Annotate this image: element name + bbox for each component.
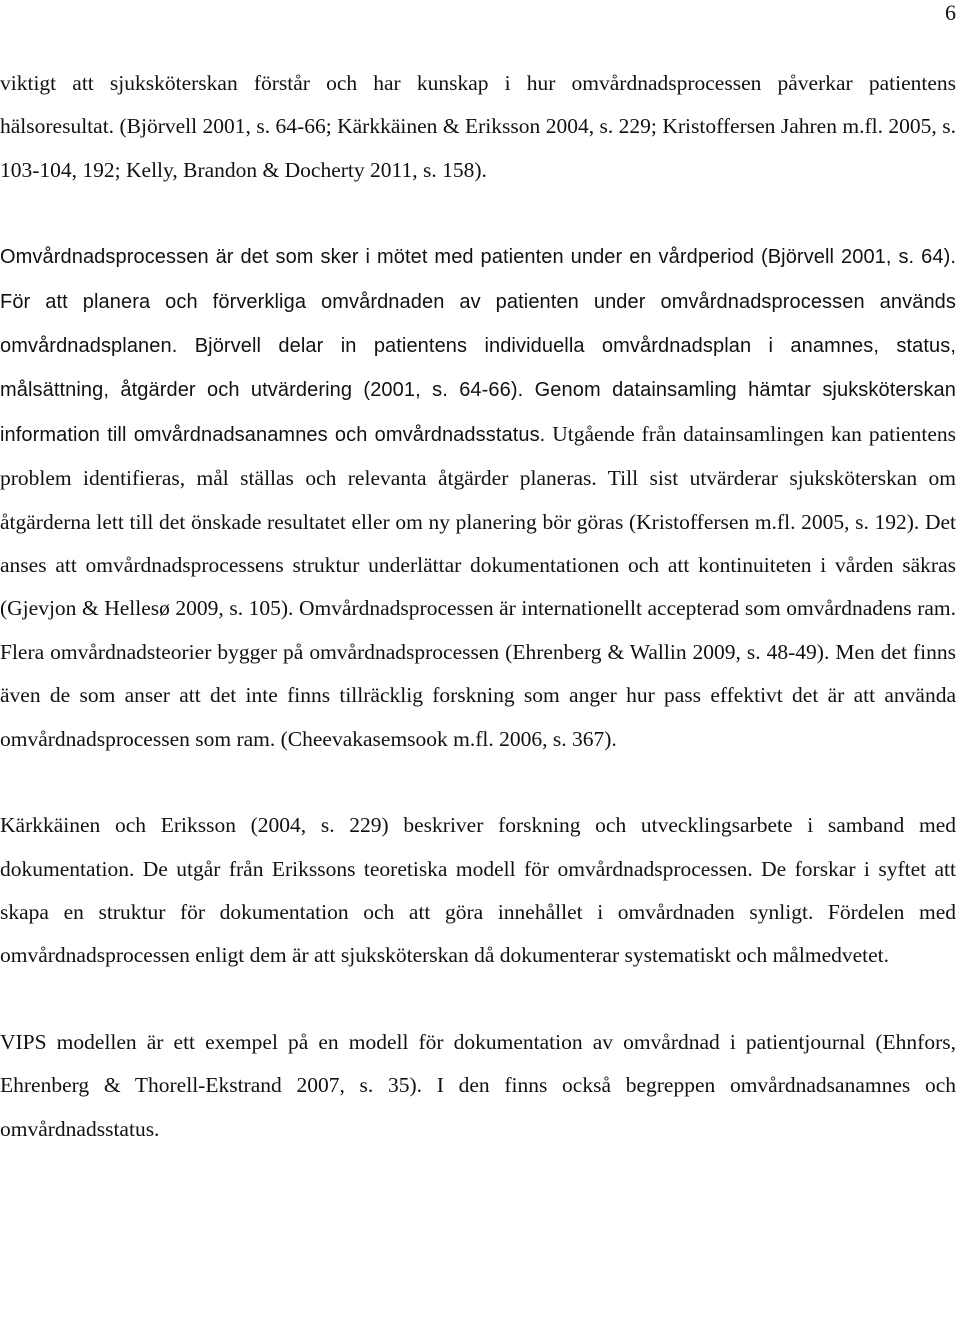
paragraph-2 bbox=[0, 235, 956, 761]
document-body bbox=[0, 62, 956, 1151]
paragraph-3 bbox=[0, 804, 956, 978]
paragraph-4 bbox=[0, 1021, 956, 1151]
paragraph-3-text: Kärkkäinen och Eriksson (2004, s. 229) beskriver forskning och utvecklingsarbete i samband med dokumentation. De utgår från Erikssons teoretiska modell för omvårdnadsprocessen. De forskar i syftet att skapa en struktur för dokumentation och att göra innehållet i omvårdnaden synligt. Fördelen med omvårdnadsprocessen enligt dem är att sjuksköterskan då dokumenterar systematiskt och målmedvetet. bbox=[0, 813, 956, 968]
paragraph-2-text: Utgående från datainsamlingen kan patientens problem identifieras, mål ställas och relevanta åtgärder planeras. Till sist utvärderar sjuksköterskan om åtgärderna lett till det önskade resultatet eller om ny planering bör göras (Kristoffersen m.fl. 2005, s. 192). Det anses att omvårdnadsprocessens struktur underlättar dokumentationen och att kontinuiteten i vården säkras (Gjevjon & Hellesø 2009, s. 105). Omvårdnadsprocessen är internationellt accepterad som omvårdnadens ram. Flera omvårdnadsteorier bygger på omvårdnadsprocessen (Ehrenberg & Wallin 2009, s. 48-49). Men det finns även de som anser att det inte finns tillräcklig forskning som anger hur pass effektivt det är att använda omvårdnadsprocessen som ram. (Cheevakasemsook m.fl. 2006, s. 367). bbox=[0, 421, 956, 751]
page-number: 6 bbox=[945, 0, 956, 25]
paragraph-1 bbox=[0, 62, 956, 192]
paragraph-2-sans-text: Omvårdnadsprocessen är det som sker i mötet med patienten under en vårdperiod (Björvell 2001, s. 64). För att planera och förverkliga omvårdnaden av patienten under omvårdnadsprocessen används omvårdnadsplanen. Björvell delar in patientens individuella omvårdnadsplan i anamnes, status, målsättning, åtgärder och utvärdering (2001, s. 64-66). Genom datainsamling hämtar sjuksköterskan information till omvårdnadsanamnes och omvårdnadsstatus. bbox=[0, 246, 956, 446]
paragraph-1-text: viktigt att sjuksköterskan förstår och har kunskap i hur omvårdnadsprocessen påverkar patientens hälsoresultat. (Björvell 2001, s. 64-66; Kärkkäinen & Eriksson 2004, s. 229; Kristoffersen Jahren m.fl. 2005, s. 103-104, 192; Kelly, Brandon & Docherty 2011, s. 158). bbox=[0, 71, 956, 182]
paragraph-4-text: VIPS modellen är ett exempel på en modell för dokumentation av omvårdnad i patientjournal (Ehnfors, Ehrenberg & Thorell-Ekstrand 2007, s. 35). I den finns också begreppen omvårdnadsanamnes och omvårdnadsstatus. bbox=[0, 1029, 956, 1141]
